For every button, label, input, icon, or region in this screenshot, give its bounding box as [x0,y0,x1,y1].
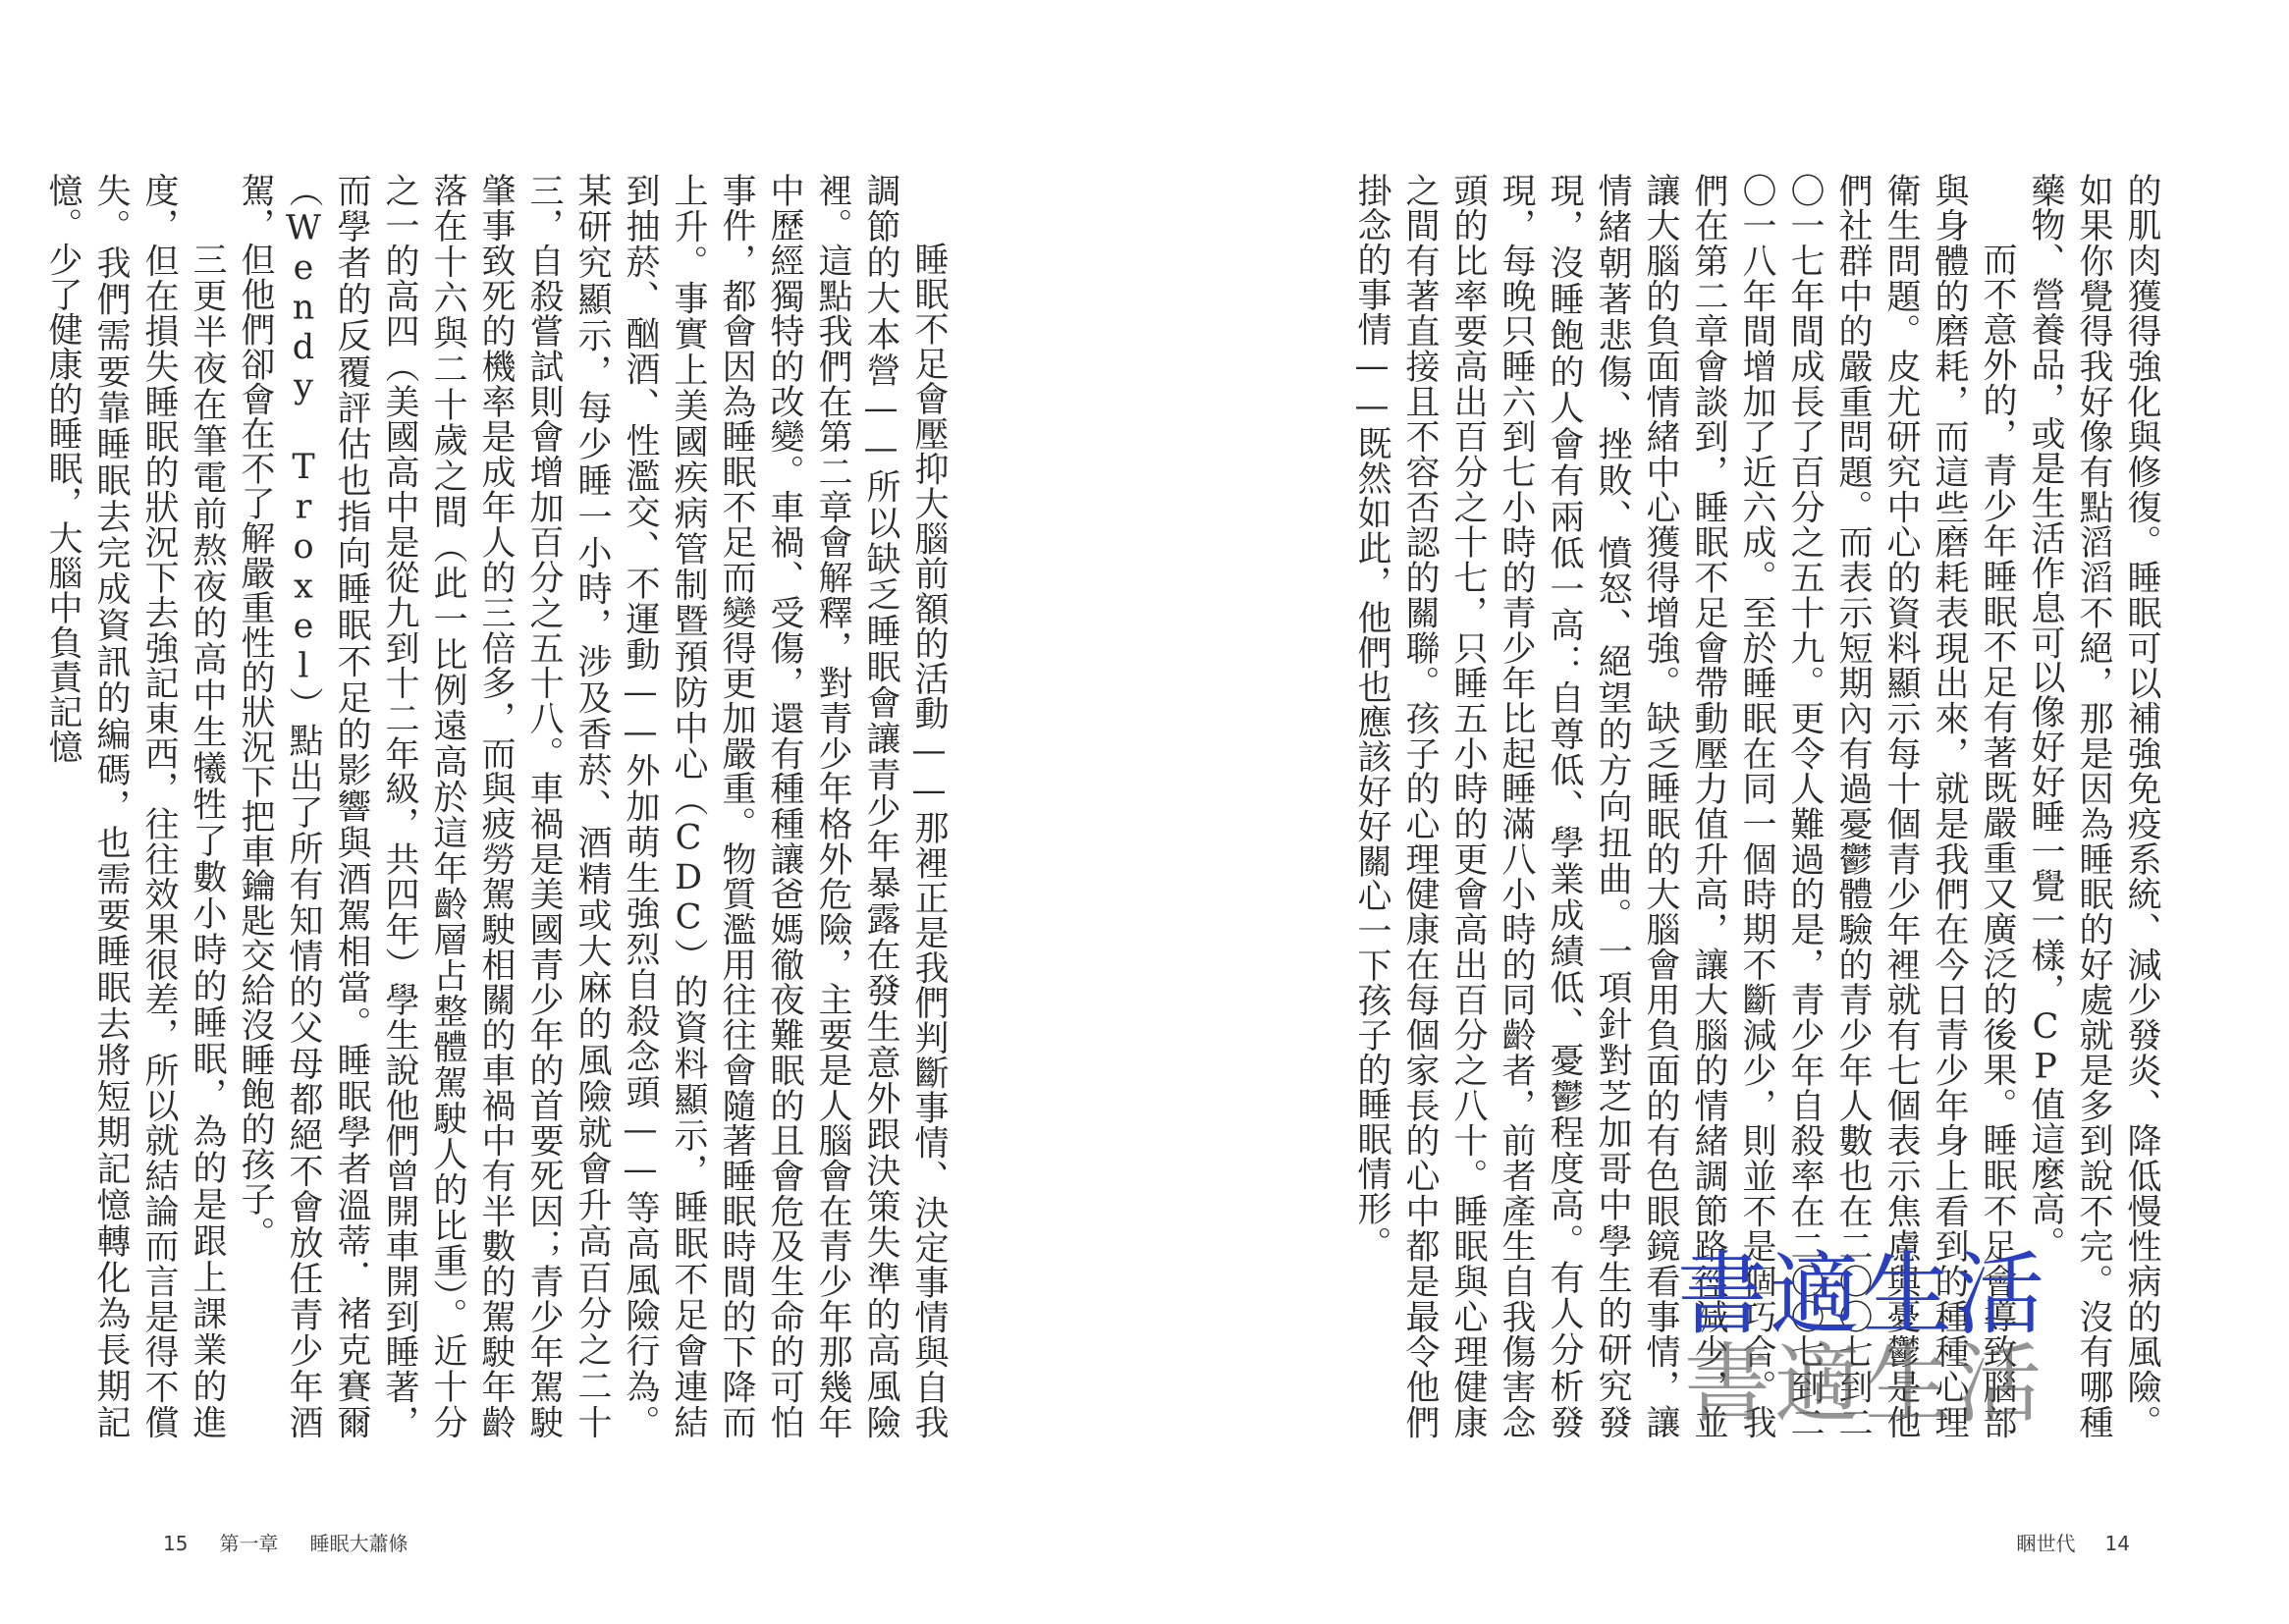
right-page-body [1345,173,2165,1439]
left-page [0,0,1139,1624]
right-continuation-paragraph: 的肌肉獲得強化與修復。睡眠可以補強免疫系統、減少發炎、降低慢性病的風險。如果你覺得我好像有點滔滔不絕，那是因為睡眠的好處就是多到說不完。沒有哪種藥物、營養品，或是生活作息可以像好好睡一覺一樣，CP值這麼高。 [2026,173,2161,1439]
left-paragraph-2: 三更半夜在筆電前熬夜的高中生犧牲了數小時的睡眠，為的是跟上課業的進度，但在損失睡眠的狀況下去強記東西，往往效果很差，所以就結論而言是得不償失。我們需要靠睡眠去完成資訊的編碼，也需要睡眠去將短期記憶轉化為長期記憶。少了健康的睡眠，大腦中負責記憶 [43,173,227,1439]
right-page-number: 14 [2104,1532,2130,1555]
left-page-body [43,173,953,1439]
left-paragraph-1: 睡眠不足會壓抑大腦前額的活動——那裡正是我們判斷事情、決定事情與自我調節的大本營——所以缺乏睡眠會讓青少年暴露在發生意外跟決策失準的高風險裡。這點我們在第二章會解釋，對青少年格外危險，主要是人腦會在青少年那幾年中歷經獨特的改變。車禍、受傷，還有種種讓爸媽徹夜難眠的且會危及生命的可怕事件，都會因為睡眠不足而變得更加嚴重。物質濫用往往會隨著睡眠時間的下降而上升。事實上美國疾病管制暨預防中心（CDC）的資料顯示，睡眠不足會連結到抽菸、酗酒、性濫交、不運動——外加萌生強烈自殺念頭——等高風險行為。某研究顯示，每少睡一小時，涉及香菸、酒精或大麻的風險就會升高百分之二十三，自殺嘗試則會增加百分之五十八。車禍是美國青少年的首要死因；青少年駕駛肇事致死的機率是成年人的三倍多，而與疲勞駕駛相關的車禍中有半數的駕駛年齡落在十六與二十歲之間（此一比例遠高於這年齡層占整體駕駛人的比重）。近十分之一的高四（美國高中是從九到十二年級，共四年）學生說他們曾開車開到睡著，而學者的反覆評估也指向睡眠不足的影響與酒駕相當。睡眠學者溫蒂．褚克賽爾（Wendy Troxel）點出了所有知情的父母都絕不會放任青少年酒駕，但他們卻會在不了解嚴重性的狀況下把車鑰匙交給沒睡飽的孩子。 [236,173,949,1439]
right-page-footer [1988,1528,2130,1556]
left-page-footer [163,1528,439,1556]
watermark-logo-shadow: 書適生活 [1684,1333,2046,1435]
right-page [1149,0,2289,1624]
right-paragraph-1: 而不意外的，青少年睡眠不足有著既嚴重又廣泛的後果。睡眠不足會導致腦部與身體的磨耗，而這些磨耗表現出來，就是我們在今日青少年身上看到的種種心理衛生問題。皮尤研究中心的資料顯示每十個青少年裡就有七個表示焦慮與憂鬱是他們社群中的嚴重問題。而表示短期內有過憂鬱體驗的青少年人數也在二〇〇七到二〇一七年間成長了百分之五十九。更令人難過的是，青少年自殺率在二〇〇七到二〇一八年間增加了近六成。至於睡眠在同一個時期不斷減少，則並不是個巧合。我們在第二章會談到，睡眠不足會帶動壓力值升高，讓大腦的情緒調節路徑減少，並讓大腦的負面情緒中心獲得增強。缺乏睡眠的大腦會用負面的有色眼鏡看事情，讓情緒朝著悲傷、挫敗、憤怒、絕望的方向扭曲。一項針對芝加哥中學生的研究發現，沒睡飽的人會有兩低一高：自尊低、學業成績低、憂鬱程度高。有人分析發現，每晚只睡六到七小時的青少年比起睡滿八小時的同齡者，前者產生自我傷害念頭的比率要高出百分之十七，只睡五小時的更會高出百分之八十。睡眠與心理健康之間有著直接且不容否認的關聯。孩子的心理健康在每個家長的心中都是最令他們掛念的事情——既然如此，他們也應該好好關心一下孩子的睡眠情形。 [1352,173,2017,1439]
watermark-logo: 書適生活 [1677,1242,2047,1347]
book-title: 睏世代 [2016,1532,2076,1555]
chapter-label: 第一章 [219,1532,279,1555]
chapter-title: 睡眠大蕭條 [309,1532,409,1555]
left-page-number: 15 [163,1532,189,1555]
